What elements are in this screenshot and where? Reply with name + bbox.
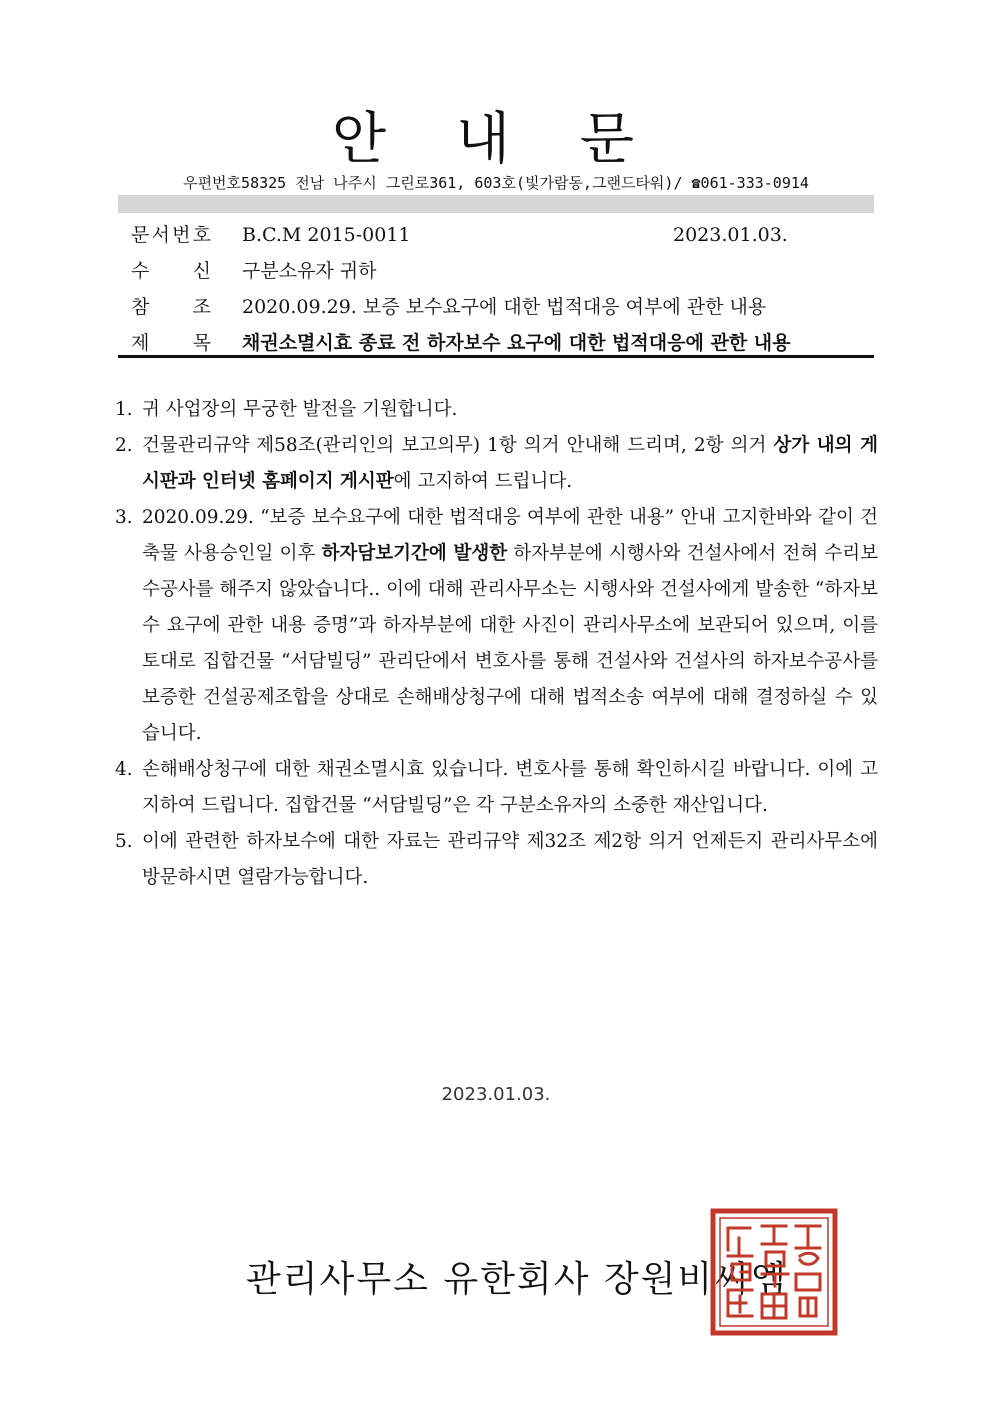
list-item — [115, 392, 878, 428]
subject-value: 채권소멸시효 종료 전 하자보수 요구에 대한 법적대응에 관한 내용 — [242, 332, 791, 354]
reference-label: 참 조 — [131, 296, 211, 318]
recipient-label: 수 신 — [131, 260, 211, 282]
header-shaded-bar — [118, 195, 874, 213]
official-seal-icon — [710, 1208, 838, 1336]
meta-row-recipient — [118, 253, 874, 289]
notice-body — [115, 392, 878, 896]
list-item — [115, 824, 878, 896]
item-number: 3. — [115, 507, 133, 528]
signature-line: 관리사무소 유한회사 장원비씨엠 — [246, 1259, 788, 1300]
subject-label: 제 목 — [131, 332, 211, 354]
item-text: 귀 사업장의 무궁한 발전을 기원합니다. — [142, 399, 458, 420]
item-text: 하자부분에 시행사와 건설사에서 전혀 수리보수공사를 해주지 않았습니다.. 이에 대해 관리사무소는 시행사와 건설사에게 발송한 “하자보수 요구에 관한 내용 증명”과 하자부분에 대한 사진이 관리사무소에 보관되어 있으며, 이를 토대로 집합건물 “서담빌딩” 관리단에서 변호사를 통해 건설사와 건설사의 하자보수공사를 보증한 건설공제조합을 상대로 손해배상청구에 대해 법적소송 여부에 대해 결정하실 수 있습니다. — [142, 543, 879, 744]
meta-row-reference — [118, 289, 874, 325]
item-number: 5. — [115, 831, 133, 852]
item-text: 손해배상청구에 대한 채권소멸시효 있습니다. 변호사를 통해 확인하시길 바랍니다. 이에 고지하여 드립니다. 집합건물 “서담빌딩”은 각 구분소유자의 소중한 재산입니다. — [142, 759, 878, 816]
recipient-value: 구분소유자 귀하 — [242, 260, 377, 282]
item-emphasis: 상가 내의 게시판과 인터넷 홈페이지 게시판 — [142, 435, 878, 492]
item-text: 2020.09.29. “보증 보수요구에 대한 법적대응 여부에 관한 내용” 안내 고지한바와 같이 건축물 사용승인일 이후 — [142, 507, 878, 564]
doc-date: 2023.01.03. — [673, 224, 788, 246]
item-number: 4. — [115, 759, 133, 780]
meta-row-doc-number — [118, 217, 874, 253]
item-text: 이에 관련한 하자보수에 대한 자료는 관리규약 제32조 제2항 의거 언제든지 관리사무소에 방문하시면 열람가능합니다. — [142, 831, 878, 888]
footer-date: 2023.01.03. — [441, 1084, 551, 1105]
reference-value: 2020.09.29. 보증 보수요구에 대한 법적대응 여부에 관한 내용 — [242, 296, 767, 318]
item-emphasis: 하자담보기간에 발생한 — [321, 543, 508, 564]
doc-number-label: 문 서 번 호 — [131, 224, 211, 246]
item-text: 에 고지하여 드립니다. — [393, 471, 573, 492]
sender-address: 우편번호58325 전남 나주시 그린로361, 603호(빛가람동,그랜드타워)/ ☎061-333-0914 — [183, 174, 809, 192]
list-item — [115, 752, 878, 824]
document-meta — [118, 217, 874, 361]
doc-number-value: B.C.M 2015-0011 — [242, 224, 411, 246]
item-number: 1. — [115, 399, 133, 420]
list-item — [115, 428, 878, 500]
list-item — [115, 500, 878, 752]
document-title: 안 내 문 — [332, 107, 660, 172]
item-text: 건물관리규약 제58조(관리인의 보고의무) 1항 의거 안내해 드리며, 2항 의거 — [142, 435, 774, 456]
item-number: 2. — [115, 435, 133, 456]
meta-divider — [118, 355, 874, 358]
